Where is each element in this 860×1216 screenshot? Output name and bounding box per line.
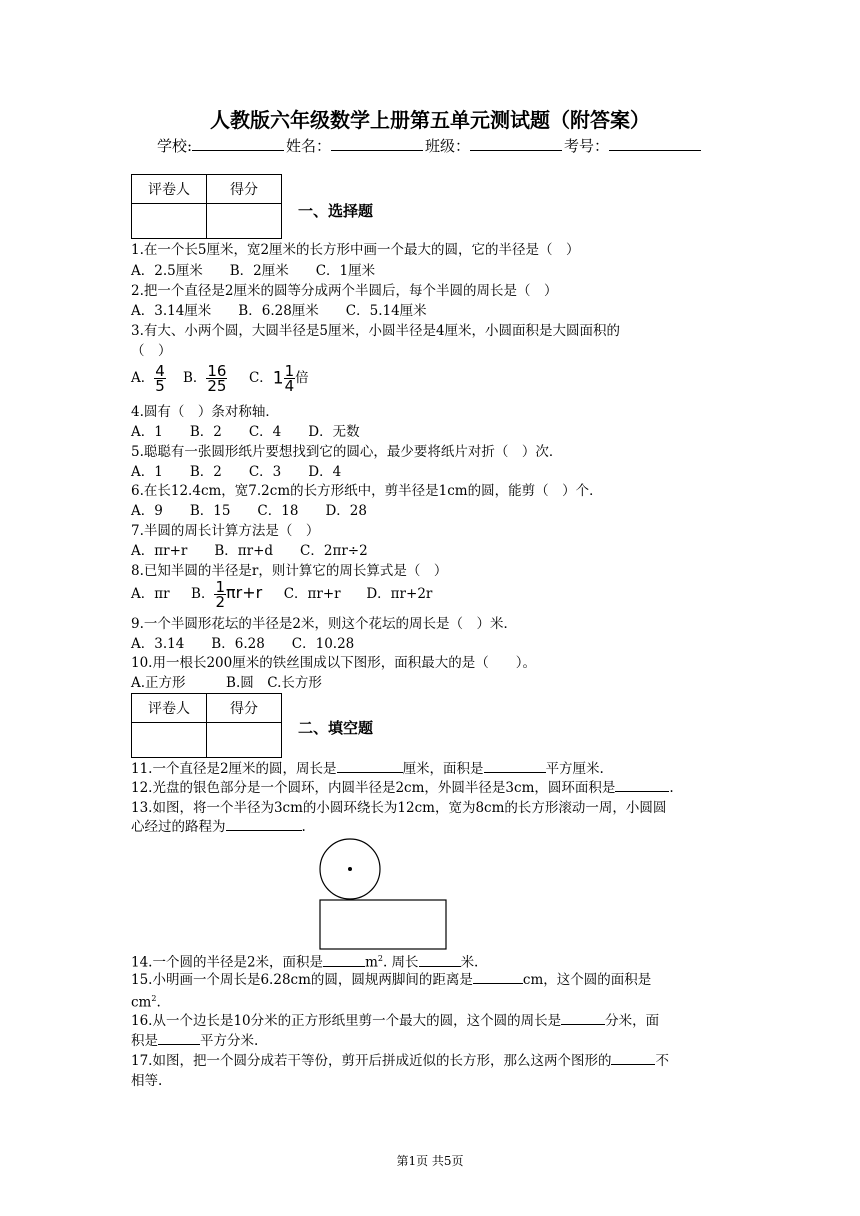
name-blank — [331, 136, 423, 151]
question-8-options: A．πr B． $\frac{1}{2}$ πr+r C．πr+r D．πr+2r — [131, 578, 433, 611]
question-2: 2.把一个直径是2厘米的圆等分成两个半圆后，每个半圆的周长是（ ） — [131, 283, 558, 299]
question-15-cont: $cm^2$. — [131, 994, 161, 1011]
score-table-1 — [131, 174, 282, 239]
score-table-2 — [131, 693, 282, 758]
name-label: 姓名： — [286, 137, 332, 155]
reviewer-cell — [132, 204, 207, 239]
question-5: 5.聪聪有一张圆形纸片要想找到它的圆心，最少要将纸片对折（ ）次． — [131, 444, 563, 460]
question-13-cont: 心经过的路程为 . — [131, 819, 306, 835]
question-17: 17.如图，把一个圆分成若干等份，剪开后拼成近似的长方形，那么这两个图形的 不 — [131, 1053, 669, 1069]
question-14: 14.一个圆的半径是2米，面积是 $m^2$. 周长 米. — [131, 954, 479, 971]
question-15: 15.小明画一个周长是6.28cm的圆，圆规两脚间的距离是 cm，这个圆的面积是 — [131, 972, 652, 988]
question-11: 11.一个直径是2厘米的圆，周长是 厘米，面积是 平方厘米. — [131, 761, 604, 777]
fraction-b: $\frac{16}{25}$ — [207, 362, 227, 395]
class-blank — [470, 136, 562, 151]
school-label: 学校: — [156, 137, 192, 155]
page-title: 人教版六年级数学上册第五单元测试题（附答案） — [210, 108, 650, 132]
question-3-cont: （ ） — [131, 343, 172, 359]
question-12: 12.光盘的银色部分是一个圆环，内圆半径是2cm，外圆半径是3cm，圆环面积是 . — [131, 780, 674, 796]
reviewer-header: 评卷人 — [132, 175, 207, 204]
question-2-options: A．3.14厘米 B．6.28厘米 C．5.14厘米 — [131, 303, 427, 319]
score-header: 得分 — [207, 175, 282, 204]
question-3-options: A． $\frac{4}{5}$ B． $\frac{16}{25}$ C．1 $\frac{1}{4}$ 倍 — [131, 362, 309, 395]
number-label: 考号： — [564, 137, 610, 155]
question-8: 8.已知半圆的半径是r，则计算它的周长算式是（ ） — [131, 563, 448, 579]
question-16: 16.从一个边长是10分米的正方形纸里剪一个最大的圆，这个圆的周长是 分米，面 — [131, 1013, 660, 1029]
question-1: 1.在一个长5厘米，宽2厘米的长方形中画一个最大的圆，它的半径是（ ） — [131, 242, 580, 258]
question-4-options: A．1 B．2 C．4 D．无数 — [131, 424, 360, 440]
fraction-half: $\frac{1}{2}$ — [215, 578, 226, 611]
student-info — [0, 135, 860, 156]
score-cell — [207, 204, 282, 239]
section-fill-heading: 二、填空题 — [298, 719, 374, 737]
score-header: 得分 — [207, 694, 282, 723]
question-10: 10.用一根长200厘米的铁丝围成以下图形，面积最大的是（ ）。 — [131, 655, 536, 671]
question-9-options: A．3.14 B．6.28 C．10.28 — [131, 636, 355, 652]
number-blank — [609, 136, 701, 151]
class-label: 班级： — [425, 137, 471, 155]
question-9: 9.一个半圆形花坛的半径是2米，则这个花坛的周长是（ ）米． — [131, 616, 517, 632]
question-6-options: A．9 B．15 C．18 D．28 — [131, 503, 367, 519]
rectangle — [320, 900, 446, 949]
question-4: 4.圆有（ ）条对称轴． — [131, 404, 279, 420]
fraction-c: $\frac{1}{4}$ — [284, 362, 295, 395]
school-blank — [192, 136, 284, 151]
question-17-cont: 相等. — [131, 1073, 163, 1089]
question-16-cont: 积是 平方分米. — [131, 1033, 259, 1049]
question-13: 13.如图，将一个半径为3cm的小圆环绕长为12cm，宽为8cm的长方形滚动一周，小圆圆 — [131, 800, 667, 816]
question-3: 3.有大、小两个圆，大圆半径是5厘米，小圆半径是4厘米，小圆面积是大圆面积的 — [131, 323, 621, 339]
circle-rectangle-figure — [314, 836, 454, 954]
score-cell — [207, 723, 282, 758]
reviewer-cell — [132, 723, 207, 758]
page-footer: 第1页 共5页 — [396, 1154, 464, 1168]
circle-center-dot — [348, 867, 352, 871]
fraction-a: $\frac{4}{5}$ — [155, 362, 165, 395]
question-10-options: A.正方形 B.圆 C.长方形 — [131, 675, 322, 691]
question-7-options: A．πr+r B．πr+d C．2πr÷2 — [131, 543, 368, 559]
question-5-options: A．1 B．2 C．3 D．4 — [131, 464, 342, 480]
question-1-options: A．2.5厘米 B．2厘米 C．1厘米 — [131, 263, 376, 279]
question-7: 7.半圆的周长计算方法是（ ） — [131, 523, 320, 539]
section-choice-heading: 一、选择题 — [298, 202, 374, 220]
question-6: 6.在长12.4cm，宽7.2cm的长方形纸中，剪半径是1cm的圆，能剪（ ）个． — [131, 483, 603, 499]
reviewer-header: 评卷人 — [132, 694, 207, 723]
